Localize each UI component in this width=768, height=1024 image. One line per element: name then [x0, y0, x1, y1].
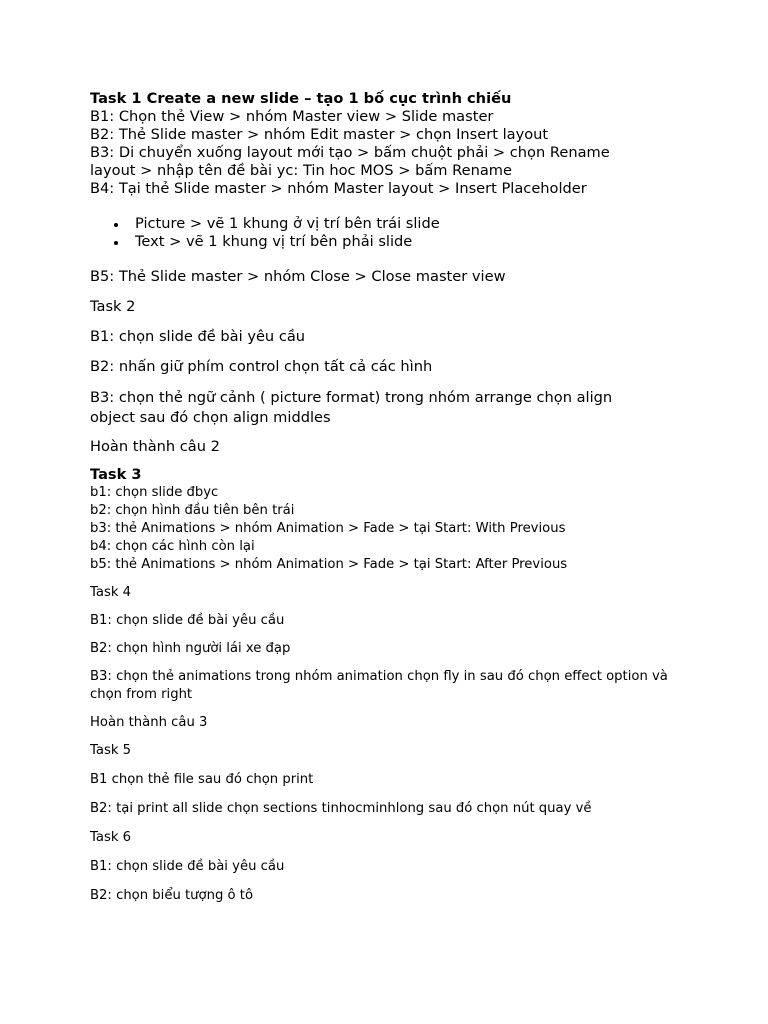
task4-done: Hoàn thành câu 3	[90, 715, 208, 730]
task6-title: Task 6	[90, 830, 132, 845]
task4-step: B1: chọn slide đề bài yêu cầu	[90, 613, 285, 628]
task1-title: Task 1 Create a new slide – tạo 1 bố cục trình chiếu	[90, 90, 512, 107]
task1-bullet: Text > vẽ 1 khung vị trí bên phải slide	[135, 233, 690, 251]
task2-done: Hoàn thành câu 2	[90, 438, 220, 455]
task4-section	[90, 584, 690, 732]
task2-section	[90, 298, 690, 456]
task2-step: B2: nhấn giữ phím control chọn tất cả các hình	[90, 358, 433, 375]
task5-step: B1 chọn thẻ file sau đó chọn print	[90, 772, 314, 787]
task1-step: B5: Thẻ Slide master > nhóm Close > Close master view	[90, 268, 506, 285]
task4-step: B3: chọn thẻ animations trong nhóm animation chọn fly in sau đó chọn effect option và chọn from right	[90, 669, 668, 702]
task3-section	[90, 466, 690, 574]
task1-step: B2: Thẻ Slide master > nhóm Edit master > chọn Insert layout	[90, 126, 549, 143]
task3-step: b2: chọn hình đầu tiên bên trái	[90, 503, 295, 518]
task2-step: B3: chọn thẻ ngữ cảnh ( picture format) trong nhóm arrange chọn align object sau đó chọn align middles	[90, 389, 613, 426]
task1-section	[90, 90, 690, 286]
task6-step: B1: chọn slide đề bài yêu cầu	[90, 859, 285, 874]
task6-step: B2: chọn biểu tượng ô tô	[90, 888, 254, 903]
document-page	[90, 90, 690, 905]
task1-step: B4: Tại thẻ Slide master > nhóm Master layout > Insert Placeholder	[90, 180, 587, 197]
task3-title: Task 3	[90, 466, 142, 483]
task5-section	[90, 742, 690, 818]
task1-bullet-list	[90, 215, 690, 251]
task2-step: B1: chọn slide đề bài yêu cầu	[90, 328, 306, 345]
task3-step: b3: thẻ Animations > nhóm Animation > Fade > tại Start: With Previous	[90, 521, 566, 536]
task5-title: Task 5	[90, 743, 132, 758]
task3-step: b4: chọn các hình còn lại	[90, 539, 255, 554]
task1-bullet: Picture > vẽ 1 khung ở vị trí bên trái slide	[135, 215, 690, 233]
task1-step: B1: Chọn thẻ View > nhóm Master view > Slide master	[90, 108, 494, 125]
task2-title: Task 2	[90, 298, 136, 315]
task3-step: b1: chọn slide đbyc	[90, 485, 219, 500]
task6-section	[90, 829, 690, 905]
task3-step: b5: thẻ Animations > nhóm Animation > Fade > tại Start: After Previous	[90, 557, 568, 572]
task5-step: B2: tại print all slide chọn sections tinhocminhlong sau đó chọn nút quay về	[90, 801, 592, 816]
task1-step: B3: Di chuyển xuống layout mới tạo > bấm chuột phải > chọn Rename layout > nhập tên đề bài yc: Tin hoc MOS > bấm Rename	[90, 144, 610, 179]
task4-title: Task 4	[90, 585, 132, 600]
task4-step: B2: chọn hình người lái xe đạp	[90, 641, 291, 656]
